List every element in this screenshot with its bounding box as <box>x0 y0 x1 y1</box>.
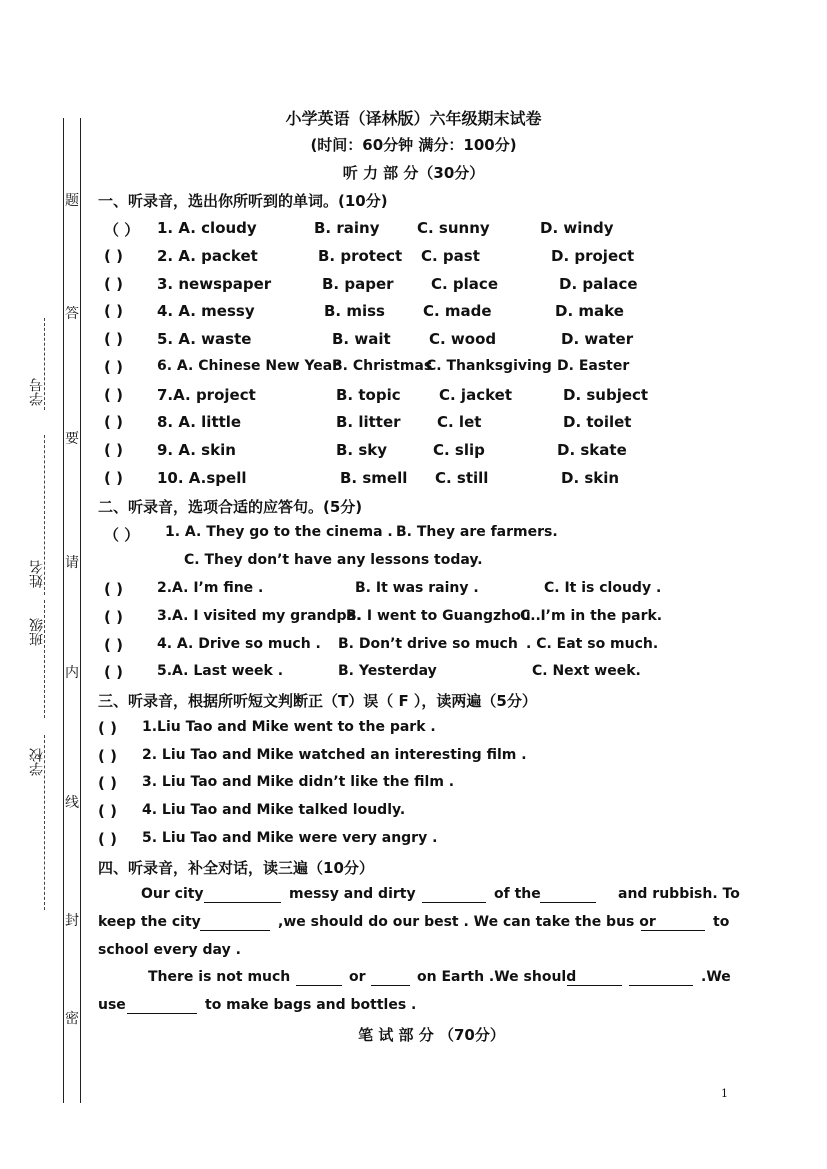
option-c: C. sunny <box>417 219 490 237</box>
written-part-title: 笔 试 部 分 （70分） <box>358 1026 505 1044</box>
student-id-line[interactable] <box>44 318 45 410</box>
option-d: D. project <box>551 247 635 265</box>
answer-paren[interactable]: ( ) <box>104 580 123 598</box>
statement: 4. Liu Tao and Mike talked loudly. <box>142 802 406 818</box>
passage-text: There is not much <box>148 969 291 985</box>
answer-paren[interactable]: ( ) <box>98 719 117 737</box>
passage-text: to <box>713 914 730 930</box>
answer-paren[interactable]: （ ） <box>104 526 140 544</box>
class-line[interactable] <box>44 600 45 718</box>
blank-field[interactable] <box>540 888 596 903</box>
seal-word: 封 <box>65 913 79 929</box>
option-a: 8. A. little <box>157 413 242 431</box>
option-b: B. It was rainy . <box>355 580 479 596</box>
option-a: 6. A. Chinese New Year <box>157 358 340 374</box>
passage-text: Our city <box>141 886 204 902</box>
option-a: 10. A.spell <box>157 469 247 487</box>
blank-field[interactable] <box>204 888 281 903</box>
option-b: B. Don’t drive so much <box>338 636 518 652</box>
blank-field[interactable] <box>567 971 622 986</box>
exam-title: 小学英语（译林版）六年级期末试卷 <box>285 109 542 128</box>
option-a: 5.A. Last week . <box>157 663 284 679</box>
answer-paren[interactable]: ( ) <box>104 413 123 431</box>
name-line[interactable] <box>44 435 45 595</box>
option-c: C. let <box>437 413 482 431</box>
option-a: 5. A. waste <box>157 330 252 348</box>
school-line[interactable] <box>44 735 45 910</box>
seal-word: 密 <box>65 1011 79 1027</box>
answer-paren[interactable]: ( ) <box>104 275 123 293</box>
option-b: B. protect <box>318 247 403 265</box>
blank-field[interactable] <box>629 971 693 986</box>
passage-text: .We <box>701 969 731 985</box>
page-number: 1 <box>721 1087 728 1100</box>
passage-text: keep the city <box>98 914 201 930</box>
option-c: C. slip <box>433 441 485 459</box>
option-c: C. still <box>435 469 489 487</box>
option-a: 3. newspaper <box>157 275 272 293</box>
passage-text: ,we should do our best . We can take the bus or <box>278 914 656 930</box>
statement: 2. Liu Tao and Mike watched an interesting film . <box>142 747 527 763</box>
option-b: B. litter <box>336 413 401 431</box>
answer-paren[interactable]: ( ) <box>104 441 123 459</box>
option-a: 1. A. cloudy <box>157 219 257 237</box>
answer-paren[interactable]: ( ) <box>104 469 123 487</box>
option-b: B. I went to Guangzhou . <box>346 608 541 624</box>
statement: 5. Liu Tao and Mike were very angry . <box>142 830 438 846</box>
option-d: D. skate <box>557 441 627 459</box>
option-d: D. windy <box>540 219 614 237</box>
passage-text: or <box>349 969 366 985</box>
option-b: B. sky <box>336 441 388 459</box>
blank-field[interactable] <box>422 888 486 903</box>
option-a: 2. A. packet <box>157 247 258 265</box>
option-a: 4. A. Drive so much . <box>157 636 321 652</box>
option-a: 4. A. messy <box>157 302 255 320</box>
passage-text: use <box>98 997 126 1013</box>
option-d: D. skin <box>561 469 620 487</box>
option-a: 3.A. I visited my grandpa. <box>157 608 362 624</box>
option-b: B. topic <box>336 386 401 404</box>
blank-field[interactable] <box>641 916 705 931</box>
option-b: B. rainy <box>314 219 380 237</box>
option-a: 1. A. They go to the cinema . <box>165 524 393 540</box>
option-c: C. wood <box>429 330 497 348</box>
blank-field[interactable] <box>127 999 197 1014</box>
option-b: B. smell <box>340 469 408 487</box>
option-a: 7.A. project <box>157 386 256 404</box>
option-c: C. It is cloudy . <box>544 580 662 596</box>
option-c: C. past <box>421 247 480 265</box>
seal-word: 请 <box>65 555 79 571</box>
blank-field[interactable] <box>296 971 342 986</box>
option-d: D. make <box>555 302 624 320</box>
answer-paren[interactable]: ( ) <box>104 663 123 681</box>
passage-text: of the <box>494 886 541 902</box>
listening-part-title: 听 力 部 分（30分） <box>342 164 485 182</box>
answer-paren[interactable]: （ ） <box>104 221 140 239</box>
option-c: C. Next week. <box>532 663 641 679</box>
answer-paren[interactable]: ( ) <box>104 302 123 320</box>
seal-word: 题 <box>65 193 79 209</box>
option-b: B. miss <box>324 302 385 320</box>
seal-word: 内 <box>65 665 79 681</box>
option-c: C. place <box>431 275 498 293</box>
statement: 1.Liu Tao and Mike went to the park . <box>142 719 436 735</box>
option-d: D. palace <box>559 275 638 293</box>
answer-paren[interactable]: ( ) <box>104 636 123 654</box>
answer-paren[interactable]: ( ) <box>104 608 123 626</box>
passage-text: to make bags and bottles . <box>205 997 417 1013</box>
option-c: C. Thanksgiving <box>426 358 552 374</box>
blank-field[interactable] <box>371 971 410 986</box>
answer-paren[interactable]: ( ) <box>98 830 117 848</box>
answer-paren[interactable]: ( ) <box>98 747 117 765</box>
statement: 3. Liu Tao and Mike didn’t like the film . <box>142 774 455 790</box>
option-d: D. subject <box>563 386 649 404</box>
option-a: 2.A. I’m fine . <box>157 580 264 596</box>
passage-text: on Earth .We should <box>417 969 577 985</box>
option-c: C. I’m in the park. <box>520 608 663 624</box>
option-d: D. toilet <box>563 413 632 431</box>
school-label: 学校 <box>29 748 45 776</box>
blank-field[interactable] <box>200 916 270 931</box>
binding-line-outer <box>63 118 64 1103</box>
option-b: B. Yesterday <box>338 663 437 679</box>
answer-paren[interactable]: ( ) <box>98 774 117 792</box>
binding-line-inner <box>80 118 81 1103</box>
option-a: 9. A. skin <box>157 441 236 459</box>
passage-text: school every day . <box>98 942 241 958</box>
section4-heading: 四、听录音，补全对话，读三遍（10分） <box>98 859 374 877</box>
section3-heading: 三、听录音，根据所听短文判断正（T）误（ F ），读两遍（5分） <box>98 692 537 710</box>
option-c: C. jacket <box>439 386 513 404</box>
option-d: D. Easter <box>557 358 630 374</box>
section2-heading: 二、听录音，选项合适的应答句。(5分) <box>98 498 363 516</box>
passage-text: messy and dirty <box>289 886 416 902</box>
seal-word: 要 <box>65 431 79 447</box>
option-b: B. Christmas <box>332 358 433 374</box>
option-b: B. paper <box>322 275 394 293</box>
option-b: B. They are farmers. <box>396 524 558 540</box>
exam-subtitle: (时间：60分钟 满分：100分) <box>310 136 517 154</box>
class-label: 班级 <box>29 618 45 646</box>
option-d: D. water <box>561 330 634 348</box>
answer-paren[interactable]: ( ) <box>104 330 123 348</box>
answer-paren[interactable]: ( ) <box>104 358 123 376</box>
passage-text: and rubbish. To <box>618 886 740 902</box>
student-id-label: 学号 <box>29 378 45 406</box>
answer-paren[interactable]: ( ) <box>104 247 123 265</box>
name-label: 姓名 <box>29 560 45 588</box>
seal-word: 线 <box>65 795 79 811</box>
option-c: C. They don’t have any lessons today. <box>184 552 483 568</box>
option-c: . C. Eat so much. <box>526 636 659 652</box>
option-c: C. made <box>423 302 492 320</box>
answer-paren[interactable]: ( ) <box>104 386 123 404</box>
option-b: B. wait <box>332 330 391 348</box>
seal-word: 答 <box>65 306 79 322</box>
answer-paren[interactable]: ( ) <box>98 802 117 820</box>
section1-heading: 一、听录音，选出你所听到的单词。(10分) <box>98 192 388 210</box>
